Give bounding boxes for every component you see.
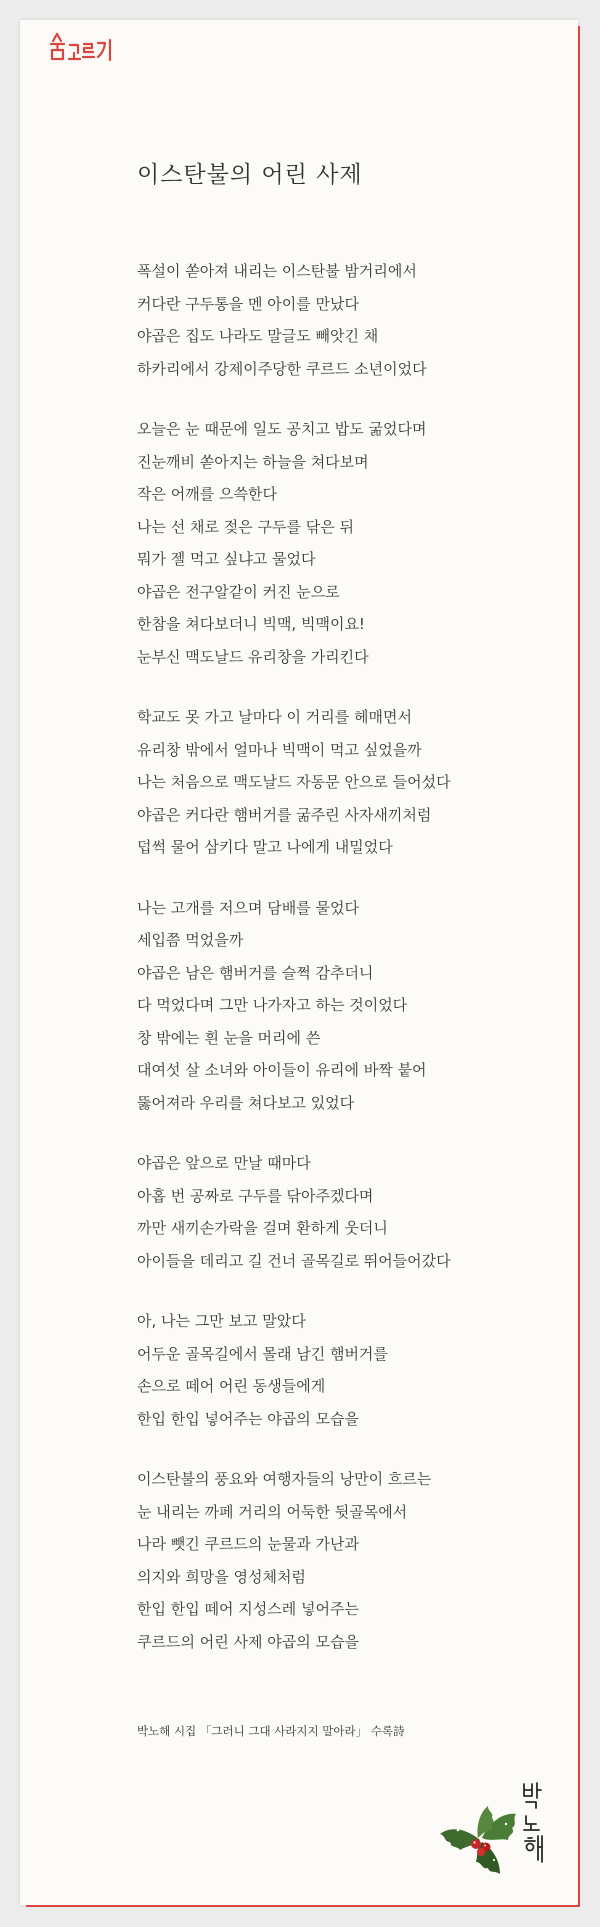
- poem-stanza: [137, 892, 451, 1120]
- poem-line: 눈부신 맥도날드 유리창을 가리킨다: [137, 647, 369, 666]
- poem-line: 한입 한입 떼어 지성스레 넣어주는: [137, 1600, 359, 1618]
- poem-line: 세입쯤 먹었을까: [137, 931, 244, 949]
- poem-line: 쿠르드의 어린 사제 야곱의 모습을: [137, 1632, 359, 1651]
- poem-line: 손으로 떼어 어린 동생들에게: [137, 1377, 326, 1395]
- holly-decoration: [436, 1800, 526, 1878]
- poem-line: 까만 새끼손가락을 걸며 환하게 웃더니: [137, 1219, 388, 1237]
- poem-line: 어두운 골목길에서 몰래 남긴 햄버거를: [137, 1344, 388, 1363]
- poem-line: 작은 어깨를 으쓱한다: [137, 485, 277, 503]
- card-border-right: [578, 26, 580, 1907]
- poem-line: 다 먹었다며 그만 나가자고 하는 것이었다: [137, 996, 408, 1014]
- poem-line: 뭐가 젤 먹고 싶냐고 물었다: [137, 550, 316, 568]
- poem-line: 나는 고개를 저으며 담배를 물었다: [137, 898, 359, 917]
- poem-stanza: [137, 255, 451, 385]
- card-border-bottom: [26, 1905, 580, 1907]
- poem-line: 대여섯 살 소녀와 아이들이 유리에 바짝 붙어: [137, 1061, 427, 1079]
- poem-line: 야곱은 집도 나라도 말글도 빼앗긴 채: [137, 327, 379, 345]
- poem-stanza: [137, 413, 451, 673]
- poem-line: 뚫어져라 우리를 쳐다보고 있었다: [137, 1093, 355, 1112]
- poem-line: 하카리에서 강제이주당한 쿠르드 소년이었다: [137, 359, 427, 378]
- poem-line: 덥썩 물어 삼키다 말고 나에게 내밀었다: [137, 838, 393, 856]
- poem-line: 야곱은 전구알같이 커진 눈으로: [137, 582, 340, 601]
- poem-title: 이스탄불의 어린 사제: [137, 162, 363, 188]
- poem-line: 창 밖에는 흰 눈을 머리에 쓴: [137, 1028, 321, 1047]
- poem-line: 오늘은 눈 때문에 일도 공치고 밥도 굶었다며: [137, 420, 427, 438]
- poem-line: 폭설이 쏟아져 내리는 이스탄불 밤거리에서: [137, 262, 417, 280]
- poem-line: 나는 선 채로 젖은 구두를 닦은 뒤: [137, 517, 354, 536]
- poem-line: 야곱은 앞으로 만날 때마다: [137, 1154, 311, 1172]
- poem-line: 유리창 밖에서 얼마나 빅맥이 먹고 싶었을까: [137, 740, 422, 759]
- poem-stanza: [137, 1463, 451, 1658]
- poem-line: 나는 처음으로 맥도날드 자동문 안으로 들어섰다: [137, 773, 451, 791]
- author-signature: [520, 1780, 546, 1870]
- poem-line: 진눈깨비 쏟아지는 하늘을 쳐다보며: [137, 452, 369, 471]
- poem-line: 한참을 쳐다보더니 빅맥, 빅맥이요!: [137, 615, 365, 633]
- poem-line: 학교도 못 가고 날마다 이 거리를 헤매면서: [137, 708, 412, 726]
- poem-line: 눈 내리는 까페 거리의 어둑한 뒷골목에서: [137, 1502, 408, 1521]
- poem-stanza: [137, 701, 451, 864]
- poem-line: 의지와 희망을 영성체처럼: [137, 1567, 306, 1586]
- poem-line: 아, 나는 그만 보고 말았다: [137, 1312, 306, 1330]
- poem-body: [137, 255, 451, 1686]
- poem-line: 커다란 구두통을 멘 아이를 만났다: [137, 294, 359, 313]
- poem-line: 아홉 번 공짜로 구두를 닦아주겠다며: [137, 1186, 374, 1205]
- poem-line: 야곱은 커다란 햄버거를 굶주린 사자새끼처럼: [137, 805, 432, 824]
- poem-line: 아이들을 데리고 길 건너 골목길로 뛰어들어갔다: [137, 1251, 451, 1270]
- poem-line: 이스탄불의 풍요와 여행자들의 낭만이 흐르는: [137, 1470, 432, 1488]
- poem-line: 야곱은 남은 햄버거를 슬쩍 감추더니: [137, 963, 374, 982]
- brand-logo: [48, 30, 116, 74]
- poem-line: 나라 뺏긴 쿠르드의 눈물과 가난과: [137, 1535, 359, 1553]
- poem-stanza: [137, 1147, 451, 1277]
- source-credit: 박노해 시집 「그러니 그대 사라지지 말아라」 수록詩: [137, 1724, 405, 1738]
- poem-line: 한입 한입 넣어주는 야곱의 모습을: [137, 1409, 359, 1428]
- poem-stanza: [137, 1305, 451, 1435]
